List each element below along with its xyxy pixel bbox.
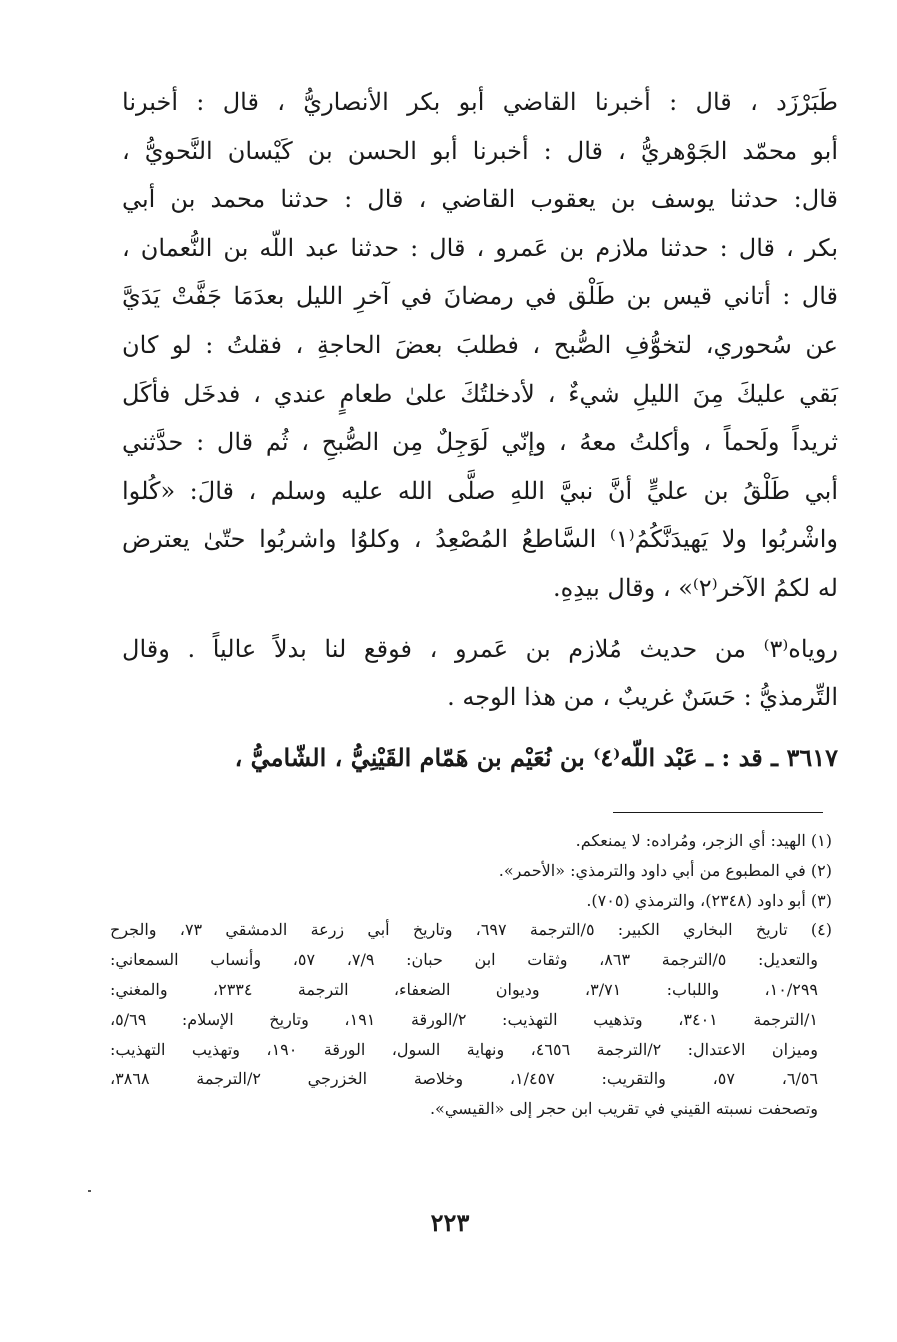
footnotes-block [110, 826, 832, 1124]
text-line: له لكمُ الآخر⁽٢⁾» ، وقال بيدِهِ. [553, 573, 838, 602]
paragraph-commentary [122, 625, 838, 722]
text-line: بَقي عليكَ مِنَ الليلِ شيءٌ ، لأدخلتُكَ علىٰ طعامٍ عندي ، فدخَل فأكَل [122, 379, 838, 408]
text-line: عن سُحوري، لتخوُّفِ الصُّبح ، فطلبَ بعضَ الحاجةِ ، فقلتُ : لو كان [122, 330, 838, 359]
paragraph-gap [122, 613, 838, 625]
page-number: ٢٢٣ [430, 1208, 470, 1237]
footnote-continuation: وميزان الاعتدال: ٢/الترجمة ٤٦٥٦، ونهاية السول، الورقة ١٩٠، وتهذيب التهذيب: [110, 1039, 819, 1059]
text-line: طَبَرْزَد ، قال : أخبرنا القاضي أبو بكر الأنصاريُّ ، قال : أخبرنا [122, 88, 838, 116]
entry-heading [122, 734, 838, 783]
paragraph-gap [122, 722, 838, 734]
text-line: أبي طَلْقُ بن عليٍّ أنَّ نبيَّ اللهِ صلَّى الله عليه وسلم ، قالَ: «كُلوا [122, 476, 839, 505]
footnote-continuation: ١/الترجمة ٣٤٠١، وتذهيب التهذيب: ٢/الورقة ١٩١، وتاريخ الإسلام: ٥/٦٩، [110, 1009, 819, 1029]
footnote-continuation: والتعديل: ٥/الترجمة ٨٦٣، وثقات ابن حبان: ٧/٩، ٥٧، وأنساب السمعاني: [110, 950, 818, 970]
footnote-continuation: وتصحفت نسبته القيني في تقريب ابن حجر إلى «القيسي». [429, 1099, 818, 1119]
text-line: أبو محمّد الجَوْهريُّ ، قال : أخبرنا أبو الحسن بن كَيْسان النَّحويُّ ، [122, 136, 838, 165]
main-text-block [122, 78, 838, 782]
footnote: (٢) في المطبوع من أبي داود والترمذي: «الأحمر». [498, 860, 832, 880]
text-line: روياه⁽٣⁾ من حديث مُلازم بن عَمرو ، فوقع لنا بدلاً عالياً . وقال [122, 634, 838, 663]
footnote-continuation: ١٠/٢٩٩، واللباب: ٣/٧١، وديوان الضعفاء، الترجمة ٢٣٣٤، والمغني: [110, 979, 818, 999]
text-line: التِّرمذيُّ : حَسَنٌ غريبٌ ، من هذا الوجه . [447, 683, 838, 712]
footnote: (٤) تاريخ البخاري الكبير: ٥/الترجمة ٦٩٧، وتاريخ أبي زرعة الدمشقي ٧٣، والجرح [110, 920, 833, 940]
text-line: قال : أتاني قيس بن طَلْق في رمضانَ في آخرِ الليل بعدَمَا جَفَّتْ يَدَيَّ [122, 282, 838, 311]
footnote: (٣) أبو داود (٢٣٤٨)، والترمذي (٧٠٥). [586, 890, 832, 910]
text-line: واشْربُوا ولا يَهيدَنَّكُمُ⁽١⁾ السَّاطعُ المُصْعِدُ ، وكلوُا واشربُوا حتّىٰ يعترض [122, 525, 838, 554]
text-line: ثريداً ولَحماً ، وأكلتُ معهُ ، وإنّي لَوَجِلٌ مِن الصُّبحِ ، ثُم قال : حدَّثني [122, 428, 838, 457]
footnote-continuation: ٦/٥٦، ٥٧، والتقريب: ١/٤٥٧، وخلاصة الخزرجي ٢/الترجمة ٣٨٦٨، [110, 1069, 819, 1089]
entry-line: ٣٦١٧ ـ قد : ـ عَبْد اللّه⁽٤⁾ بن نُعَيْم بن هَمّام القَيْنِيُّ ، الشّاميُّ ، [234, 742, 838, 772]
footnote: (١) الهيد: أي الزجر، ومُراده: لا يمنعكم. [575, 831, 832, 850]
paragraph-isnad [122, 78, 838, 613]
footnote-separator [613, 812, 823, 813]
text-line: بكر ، قال : حدثنا ملازم بن عَمرو ، قال : حدثنا عبد اللّه بن النُّعمان ، [122, 233, 838, 262]
print-speck [88, 1190, 91, 1192]
text-line: قال: حدثنا يوسف بن يعقوب القاضي ، قال : حدثنا محمد بن أبي [122, 185, 838, 214]
